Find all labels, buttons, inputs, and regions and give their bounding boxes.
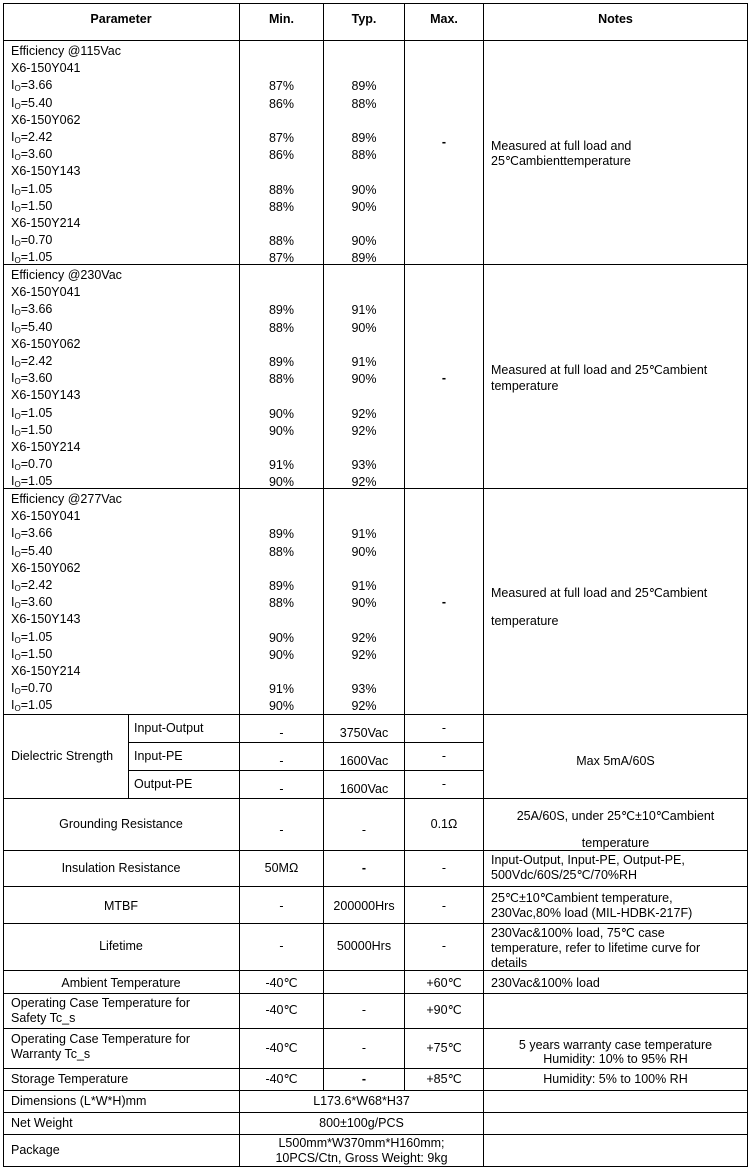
- efficiency-typ: 92%: [351, 647, 377, 662]
- efficiency-parameter-block: [11, 43, 121, 267]
- model-name: X6-150Y143: [11, 388, 81, 403]
- output-current-value: =3.66: [20, 78, 53, 93]
- dielectric-typ-1: 3750Vac: [339, 726, 389, 740]
- output-current-value: =1.05: [20, 405, 53, 420]
- efficiency-min: 87%: [268, 79, 295, 94]
- ambient-min: -40℃: [265, 976, 298, 990]
- dielectric-max-2: -: [441, 749, 447, 763]
- efficiency-typ: 90%: [351, 320, 377, 335]
- dielectric-min-1: -: [279, 726, 284, 740]
- package-value-1: L500mm*W370mm*H160mm;: [278, 1136, 445, 1150]
- efficiency-notes: temperature: [491, 614, 559, 628]
- output-current-value: =3.66: [20, 526, 53, 541]
- output-current-row: $I_O=1.50$: [11, 198, 53, 214]
- efficiency-min: 90%: [268, 699, 295, 714]
- efficiency-typ: 89%: [351, 79, 377, 94]
- warranty-label-1: Operating Case Temperature for: [11, 1032, 191, 1046]
- grid-line-h: [128, 770, 484, 771]
- output-current-row: $I_O=1.05$: [11, 405, 53, 421]
- efficiency-min: 88%: [268, 320, 295, 335]
- output-current-value: =0.70: [20, 681, 53, 696]
- output-current-row: $I_O=0.70$: [11, 457, 53, 473]
- safety-typ: -: [361, 1003, 367, 1017]
- output-current-row: $I_O=2.42$: [11, 578, 53, 594]
- safety-max: +90℃: [426, 1003, 462, 1017]
- model-name: X6-150Y143: [11, 164, 81, 179]
- output-current-value: =1.05: [20, 474, 53, 489]
- efficiency-typ: 92%: [351, 406, 377, 421]
- efficiency-min: 91%: [268, 682, 295, 697]
- grid-line-h: [3, 1112, 748, 1113]
- efficiency-max: -: [441, 135, 447, 149]
- efficiency-typ: 93%: [351, 458, 377, 473]
- insulation-notes-2: 500Vdc/60S/25℃/70%RH: [491, 868, 638, 882]
- efficiency-typ: 90%: [351, 234, 377, 249]
- warranty-label-2: Warranty Tc_s: [11, 1047, 91, 1061]
- lifetime-notes-2: temperature, refer to lifetime curve for: [491, 941, 701, 955]
- grid-line-v: [747, 3, 748, 1167]
- package-label: Package: [11, 1143, 60, 1157]
- grid-line-h: [3, 798, 748, 799]
- storage-notes: Humidity: 5% to 100% RH: [543, 1072, 688, 1086]
- output-current-row: $I_O=2.42$: [11, 354, 53, 370]
- efficiency-min: 90%: [268, 475, 295, 490]
- output-current-row: $I_O=1.50$: [11, 646, 53, 662]
- efficiency-min: 88%: [268, 596, 295, 611]
- header-parameter: Parameter: [90, 12, 152, 26]
- efficiency-typ: 92%: [351, 630, 377, 645]
- mtbf-notes-2: 230Vac,80% load (MIL-HDBK-217F): [491, 906, 693, 920]
- header-notes: Notes: [598, 12, 633, 26]
- grid-line-h: [3, 923, 748, 924]
- dielectric-max-3: -: [441, 777, 447, 791]
- mtbf-min: -: [279, 899, 284, 913]
- warranty-typ: -: [361, 1041, 367, 1055]
- efficiency-typ: 93%: [351, 682, 377, 697]
- efficiency-typ: 89%: [351, 251, 377, 266]
- output-current-row: $I_O=5.40$: [11, 319, 53, 335]
- efficiency-title: Efficiency @230Vac: [11, 268, 122, 282]
- efficiency-min: 88%: [268, 234, 295, 249]
- output-current-row: $I_O=1.05$: [11, 474, 53, 490]
- grounding-min: -: [279, 823, 284, 837]
- efficiency-typ: 91%: [351, 355, 377, 369]
- output-current-value: =3.60: [20, 371, 53, 386]
- efficiency-typ: 91%: [351, 303, 377, 318]
- dielectric-label: Dielectric Strength: [11, 749, 114, 763]
- safety-label-1: Operating Case Temperature for: [11, 996, 191, 1010]
- mtbf-notes-1: 25℃±10℃ambient temperature,: [491, 891, 673, 905]
- efficiency-min: 90%: [268, 406, 295, 421]
- safety-label-2: Safety Tc_s: [11, 1011, 76, 1025]
- output-current-row: $I_O=5.40$: [11, 95, 53, 111]
- dimensions-value: L173.6*W68*H37: [313, 1094, 410, 1108]
- efficiency-min: 86%: [268, 148, 295, 163]
- grid-line-h: [3, 1090, 748, 1091]
- efficiency-min: 90%: [268, 630, 295, 645]
- grid-line-v: [128, 714, 129, 799]
- grid-line-v: [3, 3, 4, 1167]
- dielectric-typ-2: 1600Vac: [339, 754, 389, 768]
- output-current-value: =3.60: [20, 595, 53, 610]
- dielectric-min-3: -: [279, 782, 284, 796]
- grid-line-h: [3, 993, 748, 994]
- warranty-max: +75℃: [426, 1041, 462, 1055]
- output-current-row: $I_O=3.60$: [11, 595, 53, 611]
- model-name: X6-150Y214: [11, 216, 81, 231]
- model-name: X6-150Y041: [11, 285, 81, 300]
- model-name: X6-150Y062: [11, 112, 81, 127]
- insulation-max: -: [441, 861, 447, 875]
- output-current-row: $I_O=0.70$: [11, 233, 53, 249]
- efficiency-typ: 90%: [351, 372, 377, 387]
- mtbf-label: MTBF: [103, 899, 139, 913]
- efficiency-min: 89%: [268, 355, 295, 369]
- efficiency-typ: 92%: [351, 699, 377, 714]
- efficiency-min: 87%: [268, 251, 295, 266]
- ambient-max: +60℃: [426, 976, 462, 990]
- insulation-label: Insulation Resistance: [61, 861, 181, 875]
- output-current-value: =2.42: [20, 130, 53, 145]
- efficiency-min: 89%: [268, 579, 295, 593]
- output-current-row: $I_O=3.66$: [11, 302, 53, 318]
- dielectric-typ-3: 1600Vac: [339, 782, 389, 796]
- efficiency-typ: 90%: [351, 182, 377, 197]
- output-current-value: =5.40: [20, 95, 53, 110]
- efficiency-notes: Measured at full load and: [491, 139, 632, 153]
- dielectric-min-2: -: [279, 754, 284, 768]
- grounding-typ: -: [361, 823, 367, 837]
- output-current-row: $I_O=1.05$: [11, 698, 53, 714]
- efficiency-parameter-block: [11, 267, 122, 491]
- efficiency-typ: 90%: [351, 199, 377, 214]
- efficiency-parameter-block: [11, 491, 122, 715]
- ambient-label: Ambient Temperature: [61, 976, 181, 990]
- lifetime-max: -: [441, 939, 447, 953]
- output-current-row: $I_O=3.60$: [11, 147, 53, 163]
- model-name: X6-150Y041: [11, 61, 81, 76]
- grid-line-v: [483, 3, 484, 1167]
- efficiency-min: 87%: [268, 131, 295, 145]
- efficiency-min: 89%: [268, 527, 295, 542]
- efficiency-typ: 90%: [351, 596, 377, 611]
- output-current-value: =0.70: [20, 233, 53, 248]
- dielectric-notes: Max 5mA/60S: [576, 754, 655, 768]
- dielectric-sub-1: Input-Output: [134, 721, 204, 735]
- output-current-value: =1.50: [20, 422, 53, 437]
- grounding-notes-1: 25A/60S, under 25℃±10℃ambient: [516, 809, 715, 823]
- lifetime-notes-1: 230Vac&100% load, 75℃ case: [491, 926, 665, 940]
- output-current-value: =3.66: [20, 302, 53, 317]
- efficiency-notes: Measured at full load and 25℃ambient: [491, 363, 708, 377]
- dielectric-sub-3: Output-PE: [134, 777, 193, 791]
- insulation-min: 50MΩ: [264, 861, 299, 875]
- efficiency-typ: 90%: [351, 544, 377, 559]
- ambient-notes: 230Vac&100% load: [491, 976, 600, 990]
- output-current-row: $I_O=1.05$: [11, 250, 53, 266]
- output-current-value: =1.05: [20, 181, 53, 196]
- safety-min: -40℃: [265, 1003, 298, 1017]
- efficiency-max: -: [441, 595, 447, 609]
- efficiency-min: 88%: [268, 182, 295, 197]
- output-current-row: $I_O=3.66$: [11, 78, 53, 94]
- grid-line-v: [404, 3, 405, 1091]
- model-name: X6-150Y062: [11, 336, 81, 351]
- model-name: X6-150Y062: [11, 560, 81, 575]
- efficiency-notes: Measured at full load and 25℃ambient: [491, 586, 708, 600]
- storage-label: Storage Temperature: [11, 1072, 129, 1086]
- efficiency-typ: 91%: [351, 579, 377, 593]
- output-current-row: $I_O=2.42$: [11, 130, 53, 146]
- output-current-row: $I_O=3.60$: [11, 371, 53, 387]
- insulation-typ: -: [361, 861, 367, 875]
- grounding-label: Grounding Resistance: [59, 817, 183, 831]
- grid-line-h: [3, 40, 748, 41]
- output-current-value: =2.42: [20, 354, 53, 369]
- header-min: Min.: [269, 12, 294, 26]
- efficiency-typ: 88%: [351, 148, 377, 163]
- package-value-2: 10PCS/Ctn, Gross Weight: 9kg: [275, 1151, 448, 1165]
- dielectric-max-1: -: [441, 721, 447, 735]
- dimensions-label: Dimensions (L*W*H)mm: [11, 1094, 147, 1108]
- lifetime-typ: 50000Hrs: [336, 939, 392, 953]
- grid-line-h: [3, 1166, 748, 1167]
- insulation-notes-1: Input-Output, Input-PE, Output-PE,: [491, 853, 685, 867]
- weight-value: 800±100g/PCS: [319, 1116, 404, 1130]
- storage-typ: -: [361, 1072, 367, 1086]
- efficiency-min: 88%: [268, 372, 295, 387]
- weight-label: Net Weight: [11, 1116, 73, 1130]
- output-current-row: $I_O=1.05$: [11, 629, 53, 645]
- model-name: X6-150Y214: [11, 664, 81, 679]
- output-current-value: =5.40: [20, 543, 53, 558]
- output-current-value: =1.50: [20, 646, 53, 661]
- output-current-value: =1.05: [20, 698, 53, 713]
- efficiency-min: 86%: [268, 96, 295, 111]
- efficiency-min: 88%: [268, 199, 295, 214]
- header-max: Max.: [430, 12, 458, 26]
- efficiency-typ: 92%: [351, 475, 377, 490]
- efficiency-min: 89%: [268, 303, 295, 318]
- output-current-value: =5.40: [20, 319, 53, 334]
- efficiency-title: Efficiency @115Vac: [11, 44, 121, 58]
- model-name: X6-150Y214: [11, 440, 81, 455]
- mtbf-typ: 200000Hrs: [333, 899, 395, 913]
- storage-min: -40℃: [265, 1072, 298, 1086]
- warranty-min: -40℃: [265, 1041, 298, 1055]
- output-current-row: $I_O=1.50$: [11, 422, 53, 438]
- mtbf-max: -: [441, 899, 447, 913]
- lifetime-notes-3: details: [491, 956, 528, 970]
- lifetime-label: Lifetime: [99, 939, 143, 953]
- model-name: X6-150Y041: [11, 509, 81, 524]
- output-current-row: $I_O=5.40$: [11, 543, 53, 559]
- dielectric-sub-2: Input-PE: [134, 749, 183, 763]
- output-current-value: =1.05: [20, 250, 53, 265]
- grounding-max: 0.1Ω: [430, 817, 458, 831]
- storage-max: +85℃: [426, 1072, 462, 1086]
- efficiency-max: -: [441, 371, 447, 385]
- grid-line-h: [3, 1068, 748, 1069]
- efficiency-min: 90%: [268, 423, 295, 438]
- efficiency-min: 90%: [268, 647, 295, 662]
- output-current-value: =0.70: [20, 457, 53, 472]
- header-typ: Typ.: [351, 12, 377, 26]
- output-current-value: =1.50: [20, 198, 53, 213]
- efficiency-notes: temperature: [491, 379, 559, 393]
- efficiency-title: Efficiency @277Vac: [11, 492, 122, 506]
- grid-line-h: [3, 1028, 748, 1029]
- warranty-notes-1: 5 years warranty case temperature: [518, 1038, 713, 1052]
- grid-line-h: [3, 886, 748, 887]
- efficiency-typ: 91%: [351, 527, 377, 542]
- output-current-value: =3.60: [20, 147, 53, 162]
- output-current-value: =1.05: [20, 629, 53, 644]
- lifetime-min: -: [279, 939, 284, 953]
- grid-line-h: [128, 742, 484, 743]
- efficiency-typ: 92%: [351, 423, 377, 438]
- efficiency-min: 91%: [268, 458, 295, 473]
- output-current-row: $I_O=1.05$: [11, 181, 53, 197]
- grid-line-h: [3, 970, 748, 971]
- output-current-row: $I_O=3.66$: [11, 526, 53, 542]
- warranty-notes-2: Humidity: 10% to 95% RH: [543, 1052, 688, 1066]
- output-current-value: =2.42: [20, 578, 53, 593]
- efficiency-min: 88%: [268, 544, 295, 559]
- output-current-row: $I_O=0.70$: [11, 681, 53, 697]
- model-name: X6-150Y143: [11, 612, 81, 627]
- efficiency-typ: 89%: [351, 131, 377, 145]
- efficiency-typ: 88%: [351, 96, 377, 111]
- efficiency-notes: 25℃ambienttemperature: [491, 154, 631, 168]
- grounding-notes-2: temperature: [581, 836, 650, 850]
- grid-line-h: [3, 3, 748, 4]
